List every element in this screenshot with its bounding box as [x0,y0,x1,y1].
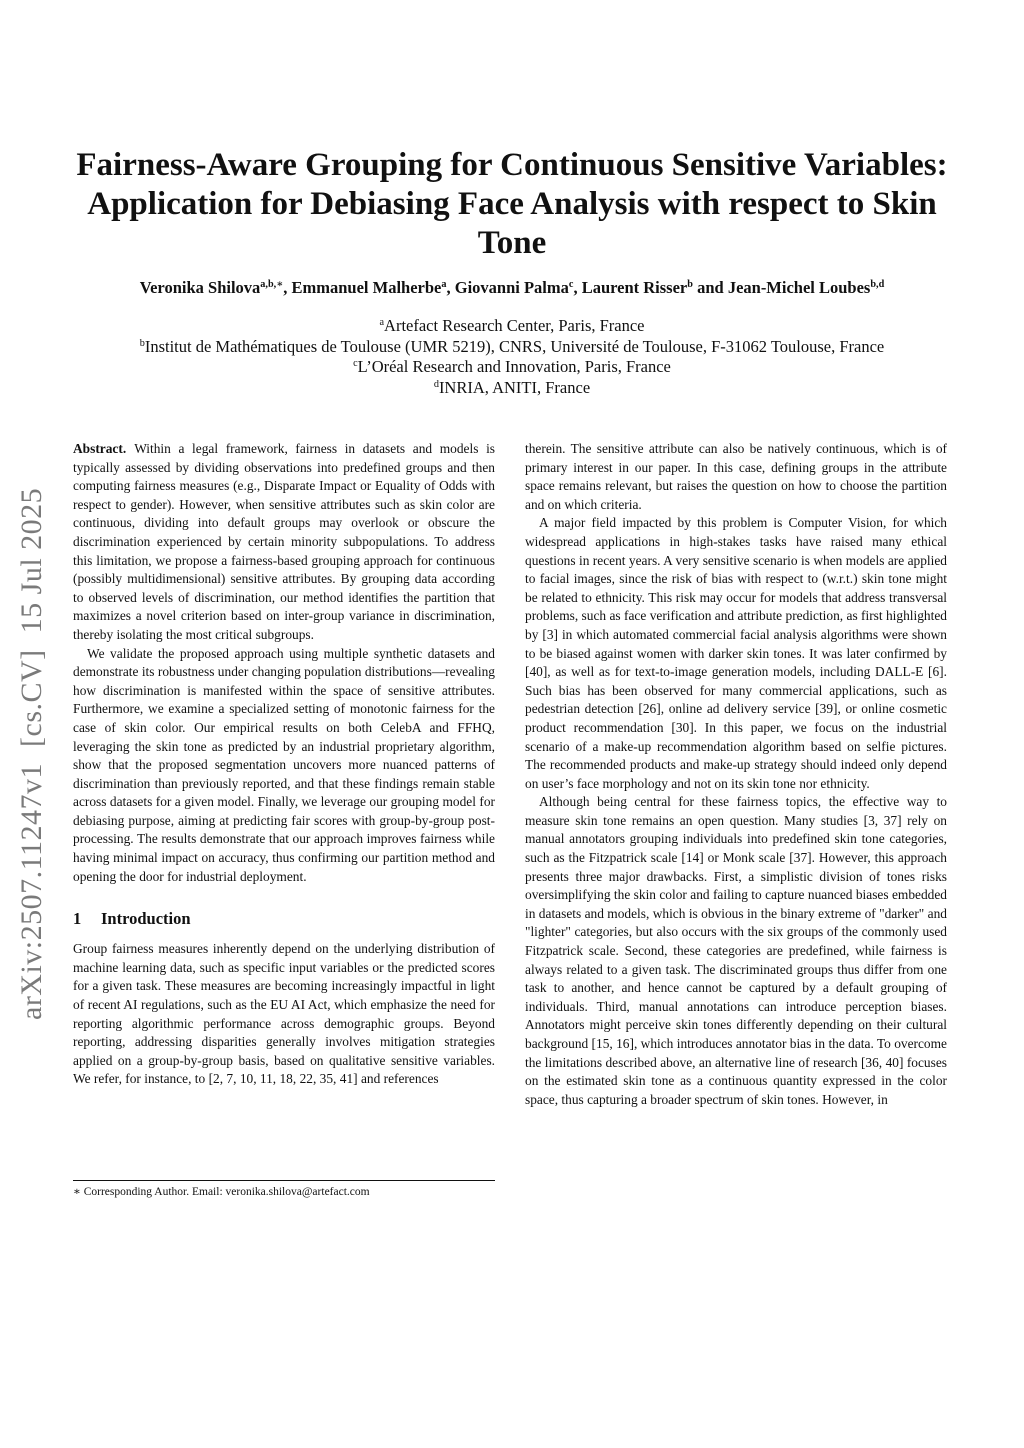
author: Veronika Shilova$^{a,b,∗}$, [139,278,292,297]
author: Giovanni Palma$^c$, [454,278,582,297]
affiliation: $^b$Institut de Mathématiques de Toulouse (UMR 5219), CNRS, Université de Toulouse, F-31062 Toulouse, France [139,336,885,356]
author: Emmanuel Malherbe$^a$, [291,278,455,297]
body-paragraph: Although being central for these fairness topics, the effective way to measure skin tone remains an open question. Many studies [3, 37] rely on manual annotators grouping individuals into predefined skin tone categories, such as the Fitzpatrick scale [14] or Monk scale [37]. However, this approach presents three major drawbacks. First, a simplistic division of tones risks oversimplifying the skin color and failing to capture nuanced biases embedded in datasets and models, which is obvious in the binary extreme of "darker" and "lighter" categories, but also occurs with the six groups of the commonly used Fitzpatrick scale. Second, these categories are predefined, while fairness is always related to a given task. The discriminated groups thus differ from one task to another, and hence cannot be captured by a default grouping of individuals. Third, manual annotations can introduce perception biases. Annotators might perceive skin tones differently depending on their cultural background [15, 16], which introduces annotator bias in the data. To overcome the limitations described above, an alternative line of research [36, 40] focuses on the estimated skin tone as a continuous quantity expressed in the color space, thus capturing a broader spectrum of skin tones. However, in [525,794,947,1107]
footnote: ∗ Corresponding Author. Email: veronika.shilova@artefact.com [73,1186,370,1198]
abstract-label: Abstract. [73,441,127,456]
arxiv-identifier: arXiv:2507.11247v1 [cs.CV] 15 Jul 2025 [15,487,48,1020]
abstract-paragraph: We validate the proposed approach using multiple synthetic datasets and demonstrate its robustness under changing population distributions—revealing how discrimination is manifested within the space of sensitive attributes. Furthermore, we examine a specialized setting of monotonic fairness for the case of skin color. Our empirical results on both CelebA and FFHQ, leveraging the skin tone as predicted by an industrial proprietary algorithm, show that the proposed segmentation uncovers more nuanced patterns of discrimination than previously reported, and that these findings remain stable across datasets for a given model. Finally, we leverage our grouping model for debiasing purpose, aiming at predicting fair scores with group-by-group post-processing. The results demonstrate that our approach improves fairness while having minimal impact on accuracy, thus confirming our partition method and opening the door for industrial deployment. [73,645,495,884]
author: Laurent Risser$^b$ and [581,278,728,297]
body-paragraph: therein. The sensitive attribute can also be natively continuous, which is of primary interest in our paper. In this case, defining groups in the attribute space remains relevant, but raises the question on how to choose the partition and on which criteria. [525,441,947,512]
affiliation: $^c$L’Oréal Research and Innovation, Paris, France [353,357,671,376]
body-paragraph: Group fairness measures inherently depend on the underlying distribution of machine learning data, such as specific input variables or the predicted scores for a given task. These measures are becoming increasingly impactful in light of recent AI regulations, such as the EU AI Act, which emphasize the need for reporting algorithmic performance across demographic groups. Beyond reporting, addressing disparities generally involves mitigation strategies applied on a group-by-group basis, based on qualitative sensitive variables. We refer, for instance, to [2, 7, 10, 11, 18, 22, 35, 41] and references [73,941,495,1087]
affiliation: $^a$Artefact Research Center, Paris, France [379,316,645,335]
left-column [73,440,495,1089]
affiliation-list [40,316,984,398]
section-heading: 1 Introduction [73,909,191,929]
paper-title: Fairness-Aware Grouping for Continuous Sensitive Variables: Application for Debiasing Face Analysis with respect to Skin Tone [76,147,948,261]
body-paragraph: A major field impacted by this problem is Computer Vision, for which widespread applications in high-stakes tasks have raised many ethical questions in recent years. A very sensitive scenario is when models are applied to facial images, since the risk of bias with respect to (w.r.t.) skin tone might be related to ethnicity. This risk may occur for models that address transversal problems, such as face verification and attribute prediction, as first highlighted by [3] in which automated commercial facial analysis algorithms were shown to be biased against women with darker skin tones. It was later confirmed by [40], as well as for text-to-image generation models, including DALL-E [6]. Such bias has been observed for many commercial applications, such as pedestrian detection [26], online ad delivery service [39], or online cosmetic product recommendation [30]. In this paper, we focus on the industrial scenario of a make-up recommendation algorithm based on selfie pictures. The recommended products and make-up strategy should indeed only depend on user’s face morphology and not on its skin tone nor ethnicity. [525,515,947,791]
abstract-paragraph: Abstract. Within a legal framework, fairness in datasets and models is typically assessed by dividing observations into predefined groups and then computing fairness measures (e.g., Disparate Impact or Equality of Odds with respect to gender). However, when sensitive attributes such as skin color are continuous, dividing into default groups may overlook or obscure the discrimination experienced by certain minority subpopulations. To address this limitation, we propose a fairness-based grouping approach for continuous (possibly multidimensional) sensitive attributes. By grouping data according to observed levels of discrimination, our method identifies the partition that maximizes a novel criterion based on inter-group variance in discrimination, thereby isolating the most critical subgroups. [73,441,495,642]
affiliation: $^d$INRIA, ANITI, France [433,377,591,397]
footnote-rule [73,1180,495,1181]
author-list [40,277,984,299]
right-column [525,440,947,1109]
author: Jean-Michel Loubes$^{b,d}$ [727,278,885,297]
